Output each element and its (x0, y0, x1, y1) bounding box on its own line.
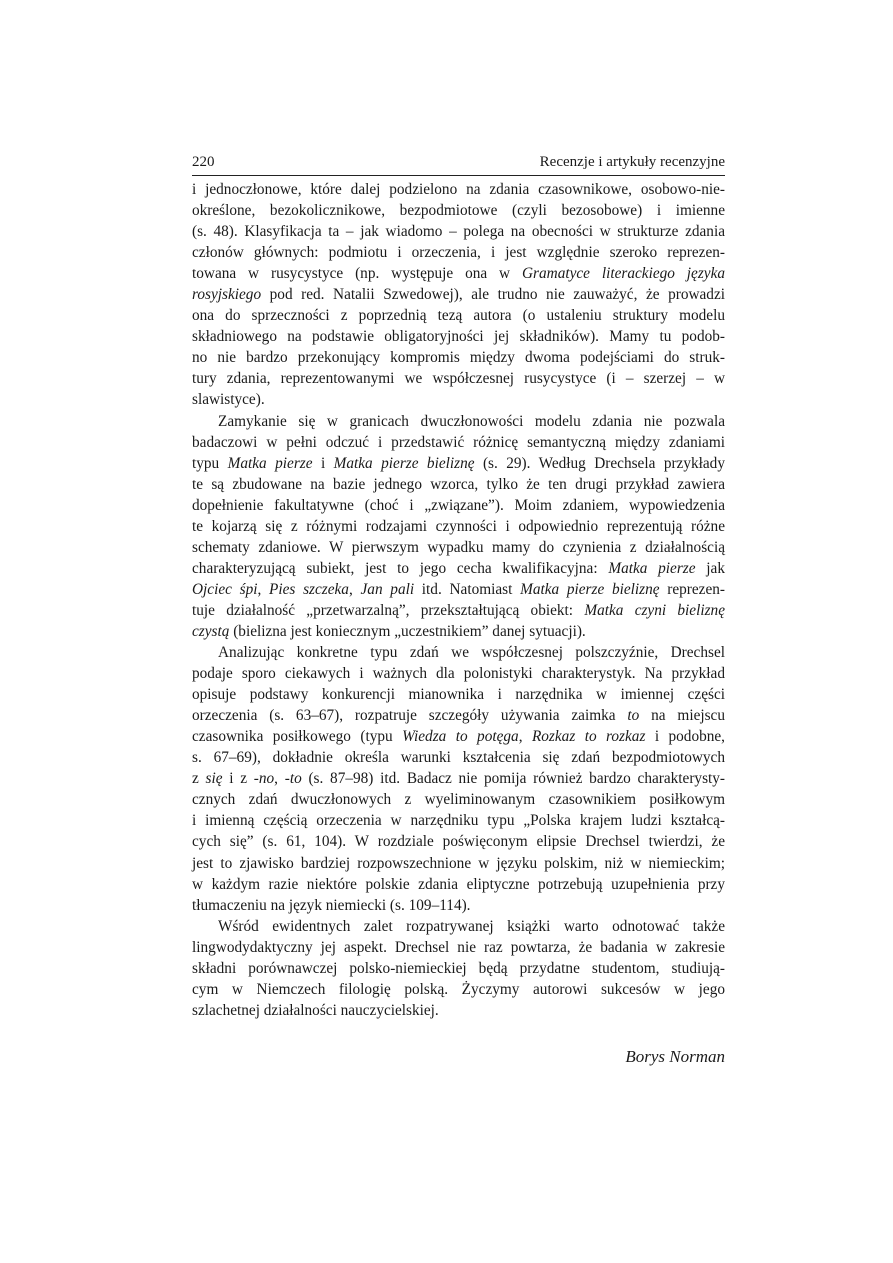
text-run: tuje działalność „przetwarzalną”, przekształtującą obiekt: (192, 601, 585, 619)
text-run: podaje sporo ciekawych i ważnych dla polonistyki charakterystyk. Na przykład (192, 665, 725, 683)
italic-text: Wiedza to potęga (402, 728, 519, 746)
text-run: typu (192, 454, 228, 472)
text-line (192, 958, 725, 979)
italic-text: Matka pierze bieliznę (520, 580, 660, 598)
text-line (192, 221, 725, 242)
text-run: orzeczenia (s. 63–67), rozpatruje szczegóły używania zaimka (192, 707, 628, 725)
text-run: towana w rusycystyce (np. występuje ona w (192, 265, 522, 283)
text-line (192, 726, 725, 747)
page-number: 220 (192, 154, 215, 170)
text-run: (s. 29). Według Drechsela przykłady (474, 454, 725, 472)
italic-text: -no (253, 770, 275, 788)
text-line (192, 516, 725, 537)
running-header (192, 152, 725, 172)
italic-text: Matka pierze (227, 454, 313, 472)
text-run: cym w Niemczech filologię polską. Życzymy autorowi sukcesów w jego (192, 980, 725, 998)
text-run: , (274, 770, 285, 788)
paragraph (192, 916, 725, 1021)
text-run: Analizując konkretne typu zdań we współczesnej polszczyźnie, Drechsel (218, 644, 725, 662)
text-run: (bielizna jest koniecznym „uczestnikiem” danej sytuacji). (229, 622, 586, 640)
text-run: jak (695, 559, 725, 577)
text-line (192, 916, 725, 937)
text-line (192, 937, 725, 958)
text-run: i podobne, (645, 728, 726, 746)
text-line (192, 1000, 725, 1021)
paragraph (192, 411, 725, 643)
text-run: , (518, 728, 532, 746)
text-run: szlachetnej działalności nauczycielskiej. (192, 1001, 439, 1019)
text-line (192, 432, 725, 453)
italic-text: -to (284, 770, 302, 788)
text-line (192, 705, 725, 726)
text-run: no nie bardzo przekonujący kompromis między dwoma podejściami do struk- (192, 349, 725, 367)
text-line (192, 642, 725, 663)
text-run: lingwodydaktyczny jej aspekt. Drechsel nie raz powtarza, że badania w zakresie (192, 938, 725, 956)
text-line (192, 368, 725, 389)
text-line (192, 200, 725, 221)
text-run: cych się” (s. 61, 104). W rozdziale poświęconym elipsie Drechsel twierdzi, że (192, 833, 725, 851)
text-run: , (257, 580, 270, 598)
text-run: , (348, 580, 361, 598)
text-line (192, 684, 725, 705)
text-run: (s. 48). Klasyfikacja ta – jak wiadomo – polega na obecności w strukturze zdania (192, 223, 725, 241)
paragraph (192, 642, 725, 916)
italic-text: Rozkaz to rozkaz (531, 728, 646, 746)
text-run: tury zdania, reprezentowanymi we współczesnej rusycystyce (i – szerzej – w (192, 370, 725, 388)
text-line (192, 853, 725, 874)
text-line (192, 579, 725, 600)
text-line (192, 789, 725, 810)
text-line (192, 453, 725, 474)
italic-text: czystą (192, 622, 230, 640)
italic-text: Matka pierze bieliznę (333, 454, 475, 472)
italic-text: to (627, 707, 640, 725)
text-line (192, 979, 725, 1000)
text-run: i imienną częścią orzeczenia w narzędniku typu „Polska krajem ludzi kształcą- (192, 812, 725, 830)
text-line (192, 347, 725, 368)
text-run: w każdym razie niektóre polskie zdania eliptyczne potrzebują uzupełnienia przy (192, 875, 725, 893)
text-run: składniowego na podstawie obligatoryjności jej składników). Mamy tu podob- (192, 328, 725, 346)
text-run: określone, bezokolicznikowe, bezpodmiotowe (czyli bezosobowe) i imienne (192, 202, 725, 220)
italic-text: Pies szczeka (269, 580, 349, 598)
text-run: tłumaczeniu na język niemiecki (s. 109–114). (192, 896, 471, 914)
text-line (192, 600, 725, 621)
text-run: Zamykanie się w granicach dwuczłonowości modelu zdania nie pozwala (218, 412, 725, 430)
text-run: czasownika posiłkowego (typu (192, 728, 403, 746)
italic-text: Gramatyce literackiego języka (522, 265, 726, 283)
italic-text: Matka czyni bieliznę (584, 601, 725, 619)
text-run: i (312, 454, 334, 472)
italic-text: rosyjskiego (192, 286, 262, 304)
document-page (192, 152, 725, 1067)
text-run: składni porównawczej polsko-niemieckiej będą przydatne studentom, studiują- (192, 959, 725, 977)
italic-text: się (205, 770, 223, 788)
text-line (192, 411, 725, 432)
text-run: s. 67–69), dokładnie określa warunki kształcenia się zdań bezpodmiotowych (192, 749, 725, 767)
text-run: te są zbudowane na bazie jednego wzorca, tylko że ten drugi przykład zawiera (192, 475, 725, 493)
text-run: pod red. Natalii Szwedowej), ale trudno nie zauważyć, że prowadzi (261, 286, 725, 304)
text-run: Wśród ewidentnych zalet rozpatrywanej książki warto odnotować także (218, 917, 725, 935)
italic-text: Jan pali (360, 580, 415, 598)
text-run: charakteryzującą subiekt, jest to jego cecha kwalifikacyjna: (192, 559, 609, 577)
header-rule (192, 175, 725, 176)
text-run: jest to zjawisko bardziej rozpowszechnione w języku polskim, niż w niemieckim; (192, 854, 725, 872)
author-signature: Borys Norman (625, 1046, 725, 1066)
text-run: na miejscu (639, 707, 725, 725)
text-line (192, 326, 725, 347)
text-run: członów głównych: podmiotu i orzeczenia, i jest względnie szeroko reprezen- (192, 244, 725, 262)
text-run: itd. Natomiast (414, 580, 521, 598)
text-line (192, 305, 725, 326)
text-line (192, 389, 725, 410)
text-run: badaczowi w pełni odczuć i przedstawić różnicę semantyczną między zdaniami (192, 433, 725, 451)
text-line (192, 263, 725, 284)
text-run: (s. 87–98) itd. Badacz nie pomija również bardzo charakterysty- (301, 770, 726, 788)
text-run: ona do sprzeczności z poprzednią tezą autora (o ustaleniu struktury modelu (192, 307, 725, 325)
section-title: Recenzje i artykuły recenzyjne (539, 154, 725, 170)
text-line (192, 179, 725, 200)
body-text (192, 179, 725, 1021)
text-run: opisuje podstawy konkurencji mianownika i narzędnika w imiennej części (192, 686, 725, 704)
text-run: cznych zdań dwuczłonowych z wyeliminowanym czasownikiem posiłkowym (192, 791, 725, 809)
text-run: i z (222, 770, 254, 788)
text-run: i jednoczłonowe, które dalej podzielono na zdania czasownikowe, osobowo-nie- (192, 181, 725, 198)
text-line (192, 663, 725, 684)
text-line (192, 558, 725, 579)
text-line (192, 831, 725, 852)
text-line (192, 284, 725, 305)
text-run: schematy zdaniowe. W pierwszym wypadku mamy do czynienia z działalnością (192, 538, 725, 556)
italic-text: Ojciec śpi (192, 580, 258, 598)
text-line (192, 621, 725, 642)
text-line (192, 537, 725, 558)
text-line (192, 895, 725, 916)
text-line (192, 874, 725, 895)
text-run: slawistyce). (192, 391, 265, 409)
text-line (192, 747, 725, 768)
text-line (192, 474, 725, 495)
text-run: reprezen- (659, 580, 725, 598)
italic-text: Matka pierze (608, 559, 696, 577)
text-line (192, 768, 725, 789)
text-run: z (192, 770, 206, 788)
text-line (192, 495, 725, 516)
text-run: te kojarzą się z różnymi rodzajami czynności i odpowiednio reprezentują różne (192, 517, 725, 535)
text-run: dopełnienie fakultatywne (choć i „związane”). Moim zdaniem, wypowiedzenia (192, 496, 725, 514)
text-line (192, 242, 725, 263)
paragraph (192, 179, 725, 411)
text-line (192, 810, 725, 831)
